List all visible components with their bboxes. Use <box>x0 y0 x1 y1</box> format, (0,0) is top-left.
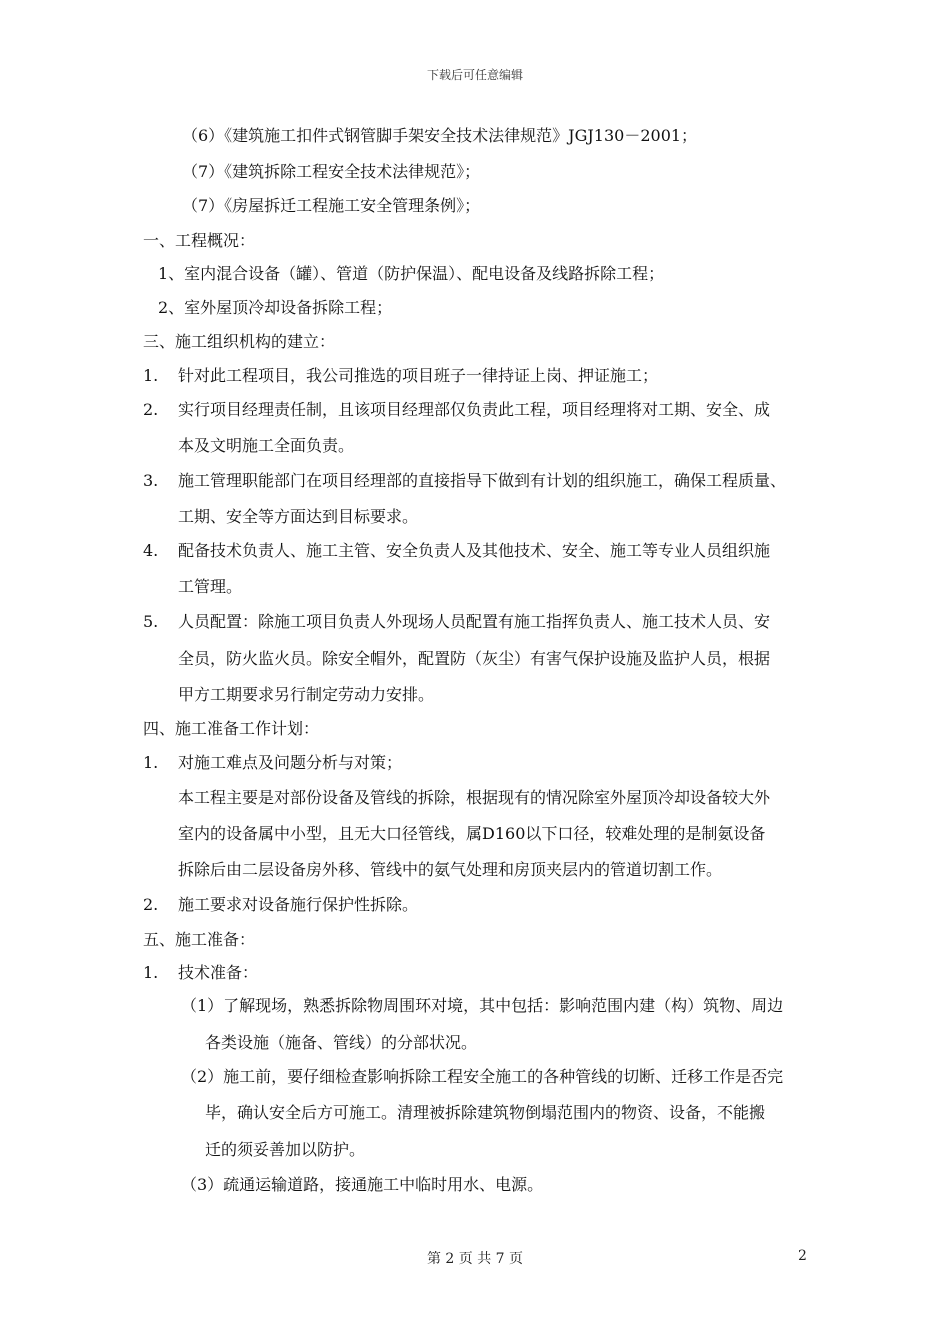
paragraph-line: 本工程主要是对部份设备及管线的拆除，根据现有的情况除室外屋顶冷却设备较大外 <box>178 788 771 807</box>
list-item-text: 对施工难点及问题分析与对策； <box>178 753 403 772</box>
list-item-text: 工期、安全等方面达到目标要求。 <box>178 507 419 526</box>
list-item-text: 针对此工程项目，我公司推选的项目班子一律持证上岗、押证施工； <box>178 366 659 385</box>
list-item-text: 全员，防火监火员。除安全帽外，配置防（灰尘）有害气保护设施及监护人员，根据 <box>178 649 771 668</box>
list-number: 2. <box>143 400 159 419</box>
sub-item: （2）施工前，要仔细检查影响拆除工程安全施工的各种管线的切断、迁移工作是否完 <box>181 1067 784 1086</box>
list-item-text: 技术准备： <box>178 963 259 982</box>
list-number: 1. <box>143 963 159 982</box>
list-item-text: 工管理。 <box>178 577 243 596</box>
list-number: 4. <box>143 541 159 560</box>
page-header: 下载后可任意编辑 <box>426 68 523 82</box>
section-heading: 三、施工组织机构的建立： <box>143 332 336 351</box>
list-number: 1. <box>143 753 159 772</box>
sub-item: （1）了解现场，熟悉拆除物周围环对境，其中包括：影响范围内建（构）筑物、周边 <box>181 996 784 1015</box>
list-item-text: 甲方工期要求另行制定劳动力安排。 <box>178 685 435 704</box>
list-number: 2. <box>143 895 159 914</box>
list-item-text: 施工管理职能部门在项目经理部的直接指导下做到有计划的组织施工，确保工程质量、 <box>178 471 787 490</box>
list-item-text: 配备技术负责人、施工主管、安全负责人及其他技术、安全、施工等专业人员组织施 <box>178 541 771 560</box>
section-heading: 一、工程概况： <box>143 231 256 250</box>
sub-item-continuation: 迁的须妥善加以防护。 <box>205 1140 366 1159</box>
section-heading: 四、施工准备工作计划： <box>143 719 320 738</box>
list-item-text: 实行项目经理责任制，且该项目经理部仅负责此工程，项目经理将对工期、安全、成 <box>178 400 771 419</box>
reference-line: （7）《建筑拆除工程安全技术法律规范》； <box>182 162 481 181</box>
sub-item-continuation: 毕，确认安全后方可施工。清理被拆除建筑物倒塌范围内的物资、设备，不能搬 <box>205 1103 766 1122</box>
reference-line: （6）《建筑施工扣件式钢管脚手架安全技术法律规范》JGJ130－2001； <box>182 126 698 145</box>
list-item: 1、室内混合设备（罐）、管道（防护保温）、配电设备及线路拆除工程； <box>158 264 665 283</box>
sub-item: （3）疏通运输道路，接通施工中临时用水、电源。 <box>181 1175 544 1194</box>
sub-item-continuation: 各类设施（施备、管线）的分部状况。 <box>205 1033 478 1052</box>
page-footer: 第 2 页 共 7 页 <box>426 1251 524 1267</box>
list-item-text: 本及文明施工全面负责。 <box>178 436 355 455</box>
list-number: 3. <box>143 471 159 490</box>
paragraph-line: 拆除后由二层设备房外移、管线中的氨气处理和房顶夹层内的管道切割工作。 <box>178 860 723 879</box>
page-number: 2 <box>798 1248 807 1264</box>
section-heading: 五、施工准备： <box>143 930 256 949</box>
list-item-text: 施工要求对设备施行保护性拆除。 <box>178 895 419 914</box>
list-item-text: 人员配置：除施工项目负责人外现场人员配置有施工指挥负责人、施工技术人员、安 <box>178 612 771 631</box>
list-number: 1. <box>143 366 159 385</box>
paragraph-line: 室内的设备属中小型，且无大口径管线，属D160以下口径，较难处理的是制氨设备 <box>178 824 766 843</box>
reference-line: （7）《房屋拆迁工程施工安全管理条例》； <box>182 196 481 215</box>
list-item: 2、室外屋顶冷却设备拆除工程； <box>158 298 393 317</box>
list-number: 5. <box>143 612 159 631</box>
